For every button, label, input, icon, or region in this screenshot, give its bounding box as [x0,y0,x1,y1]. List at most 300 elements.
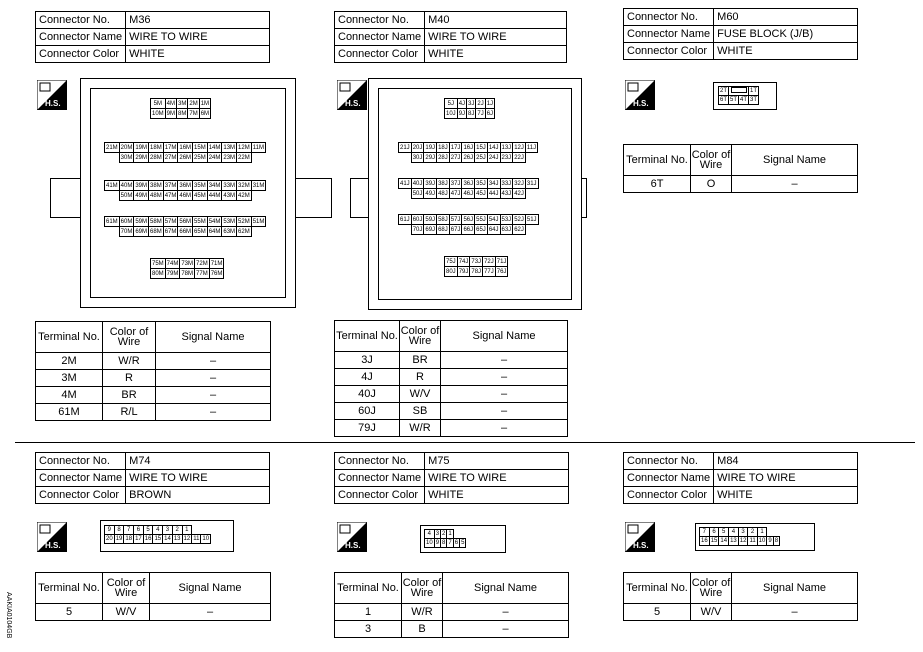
wire-color: W/V [691,604,732,621]
pin-cell: 20M [120,144,133,151]
pin-cell: 15 [710,538,718,544]
terminal-table-m84 [623,572,858,621]
pin-cell: 18M [150,144,162,151]
pin-cell: 61M [106,218,118,225]
harness-side-icon [37,522,67,552]
terminal-no: 40J [335,386,400,403]
pin-cell: 10M [152,110,164,117]
connector-name: FUSE BLOCK (J/B) [714,26,858,43]
pin-cell: 6 [134,526,144,535]
label-connector-name: Connector Name [624,470,714,487]
label-connector-no: Connector No. [36,453,126,470]
terminal-row [335,352,568,369]
pin-cell: 31M [252,182,265,189]
pin-cell: 33M [223,182,236,189]
pin-cell: 19J [425,144,436,151]
terminal-no: 3J [335,352,400,369]
terminal-row [624,604,858,621]
pin-cell: 80J [446,268,456,275]
pin-cell: 17J [450,144,461,151]
pin-grid [699,527,780,546]
pin-cell: 4 [729,528,739,537]
pin-grid-r12 [398,142,538,163]
wire-color: O [691,176,732,193]
header-terminal-no: Terminal No. [624,573,691,604]
header-color-of-wire: Color of Wire [691,145,732,176]
pin-cell: 64M [208,228,221,235]
pin-cell: 76M [210,270,223,277]
terminal-row [36,353,271,370]
pin-cell: 4T [740,97,748,103]
pin-cell: 11 [749,538,756,544]
pin-cell: 77M [196,270,208,277]
label-connector-no: Connector No. [624,453,714,470]
pin-cell: 43M [223,192,236,199]
pin-cell: 40M [120,182,133,189]
pin-cell: 62M [238,228,250,235]
pin-cell: 36M [179,182,192,189]
pin-cell: 56J [463,216,474,223]
pin-cell: 2 [172,526,182,535]
pin-cell: 4J [458,100,466,107]
hs-icon-graphic [37,80,67,110]
signal-name: – [156,370,271,387]
pin-cell: 5 [461,540,465,546]
connector-no: M84 [714,453,858,470]
pin-cell: 54M [208,218,221,225]
pin-grid [718,86,759,105]
hs-label: H.S. [633,99,649,108]
pin-cell: 16J [463,144,474,151]
pin-cell: 2 [748,528,757,537]
pin-cell: 15 [154,536,162,542]
hs-icon-graphic [625,80,655,110]
pin-cell: 61J [400,216,410,223]
header-terminal-no: Terminal No. [36,322,103,353]
pin-cell: 27J [450,154,461,161]
pin-cell: 70J [412,226,423,233]
pin-cell: 54J [488,216,499,223]
pin-cell: 14 [720,538,728,544]
pin-cell: 67J [450,226,461,233]
pin-cell: 78J [471,268,482,275]
pin-cell: 9 [105,526,115,535]
connector-face-m60 [713,82,777,110]
pin-cell: 7 [124,526,134,535]
pin-cell: 80M [152,270,164,277]
pin-grid-bottom [444,256,508,277]
connector-info-m40 [334,11,567,63]
connector-info-m75 [334,452,569,504]
terminal-no: 79J [335,420,400,437]
header-terminal-no: Terminal No. [335,321,400,352]
label-connector-color: Connector Color [36,487,126,504]
pin-cell: 8 [114,526,124,535]
pin-cell: 68M [150,228,162,235]
pin-cell: 49J [425,190,436,197]
pin-cell: 34J [488,180,499,187]
pin-cell: 46M [179,192,192,199]
pin-cell: 46J [463,190,474,197]
pin-cell: 17M [164,144,177,151]
hs-label: H.S. [45,541,61,550]
pin-cell: 71J [496,258,507,265]
pin-cell: 10 [426,540,433,546]
signal-name: – [441,403,568,420]
label-connector-color: Connector Color [624,43,714,60]
connector-info-m84 [623,452,858,504]
pin-cell: 44M [208,192,221,199]
header-color-of-wire: Color of Wire [103,322,156,353]
pin-cell: 57J [450,216,461,223]
connector-no: M75 [425,453,569,470]
pin-cell: 67M [164,228,177,235]
label-connector-color: Connector Color [335,487,425,504]
pin-cell: 38J [438,180,448,187]
pin-cell: 76J [496,268,507,275]
terminal-row [335,604,569,621]
connector-color: WHITE [126,46,270,63]
connector-name: WIRE TO WIRE [425,470,569,487]
pin-cell: 12 [739,538,747,544]
header-signal-name: Signal Name [732,573,858,604]
pin-cell: 79M [166,270,179,277]
pin-spacer [399,189,412,199]
pin-cell: 47J [450,190,461,197]
pin-cell: 3J [468,100,475,107]
section-divider [15,442,915,443]
pin-cell: 9 [768,538,772,544]
pin-cell: 3 [738,528,748,537]
connector-color: BROWN [126,487,270,504]
pin-cell: 2 [442,531,446,537]
terminal-table-m74 [35,572,271,621]
pin-cell: 7 [700,528,710,537]
pin-cell: 6T [720,97,728,103]
pin-cell: 9M [166,110,176,117]
connector-info-m60 [623,8,858,60]
pin-cell: 10 [758,538,766,544]
pin-cell: 62J [514,226,524,233]
pin-cell: 63M [223,228,236,235]
pin-cell: 1 [182,526,192,535]
pin-grid [424,529,466,548]
pin-cell: 11J [526,144,537,151]
pin-cell: 40J [412,180,423,187]
pin-cell: 22M [238,154,250,161]
pin-cell: 65M [194,228,206,235]
pin-cell: 16 [144,536,152,542]
pin-cell: 79J [458,268,469,275]
pin-cell: 71M [210,260,223,267]
pin-cell: 48J [438,190,448,197]
pin-cell: 13J [501,144,512,151]
header-terminal-no: Terminal No. [624,145,691,176]
pin-grid-top [444,98,495,119]
signal-name: – [441,386,568,403]
pin-cell: 7M [189,110,198,117]
header-color-of-wire: Color of Wire [400,321,441,352]
pin-cell: 66M [179,228,192,235]
terminal-row [36,604,271,621]
pin-cell: 17 [135,536,142,542]
pin-cell: 45M [194,192,206,199]
pin-cell: 33J [501,180,512,187]
pin-grid-top [150,98,211,119]
terminal-table-m60 [623,144,858,193]
pin-cell: 78M [181,270,194,277]
terminal-row [335,386,568,403]
pin-cell: 5J [445,99,458,109]
pin-cell: 8 [774,538,779,544]
pin-cell: 36J [463,180,474,187]
pin-cell: 72J [484,258,494,265]
pin-cell: 45J [476,190,486,197]
header-signal-name: Signal Name [443,573,569,604]
harness-side-icon [37,80,67,110]
pin-cell: 55J [476,216,486,223]
terminal-row [624,176,858,193]
pin-cell: 5 [143,526,153,535]
signal-name: – [441,420,568,437]
pin-cell: 56M [179,218,192,225]
hs-icon-graphic [625,522,655,552]
connector-no: M60 [714,9,858,26]
pin-cell: 51M [252,218,265,225]
terminal-no: 3 [335,621,402,638]
label-connector-no: Connector No. [335,12,425,29]
wire-color: BR [400,352,441,369]
pin-cell: 3M [178,100,187,107]
pin-cell: 64J [488,226,499,233]
pin-cell: 7 [448,540,452,546]
pin-cell: 26J [463,154,474,161]
signal-name: – [441,352,568,369]
pin-spacer [105,191,120,201]
wire-color: R [103,370,156,387]
pin-cell: 8M [178,110,187,117]
signal-name: – [732,604,858,621]
pin-cell: 30J [412,154,423,161]
pin-cell: 23M [223,154,236,161]
terminal-no: 60J [335,403,400,420]
pin-cell: 14M [208,144,221,151]
pin-cell: 52M [238,218,250,225]
pin-spacer [105,153,120,163]
wire-color: W/R [400,420,441,437]
harness-side-icon [337,522,367,552]
pin-cell: 1T [750,88,758,94]
pin-cell: 18J [438,144,448,151]
pin-cell: 27M [164,154,177,161]
label-connector-no: Connector No. [624,9,714,26]
harness-side-icon [625,522,655,552]
pin-cell: 74M [166,260,179,267]
terminal-row [335,420,568,437]
pin-cell: 50J [412,190,423,197]
pin-cell: 6J [486,110,494,117]
connector-color: WHITE [714,487,858,504]
pin-cell: 49M [135,192,148,199]
pin-cell: 60M [120,218,133,225]
pin-cell: 70M [120,228,133,235]
pin-cell: 24M [208,154,221,161]
pin-spacer [399,153,412,163]
connector-info-m74 [35,452,270,504]
pin-grid-r56 [398,214,539,235]
pin-cell: 29M [135,154,148,161]
terminal-no: 5 [624,604,691,621]
harness-side-icon [625,80,655,110]
pin-cell: 10 [202,536,210,542]
signal-name: – [150,604,271,621]
signal-name: – [443,621,569,638]
signal-name: – [156,404,271,421]
connector-color: WHITE [714,43,858,60]
pin-grid-r56 [104,216,266,237]
pin-cell: 12J [514,144,524,151]
pin-cell: 39M [135,182,148,189]
terminal-no: 1 [335,604,402,621]
pin-cell: 24J [488,154,499,161]
pin-cell: 39J [425,180,436,187]
terminal-no: 4M [36,387,103,404]
pin-cell: 58J [438,216,448,223]
connector-tab-right [290,178,332,218]
pin-cell: 68J [438,226,448,233]
label-connector-no: Connector No. [335,453,425,470]
wire-color: W/R [402,604,443,621]
pin-cell: 38M [150,182,162,189]
connector-info-m36 [35,11,270,63]
hs-icon-graphic [337,522,367,552]
terminal-table-m40 [334,320,568,437]
hs-label: H.S. [345,541,361,550]
terminal-no: 4J [335,369,400,386]
terminal-row [36,387,271,404]
pin-cell: 20J [412,144,423,151]
pin-cell: 43J [501,190,512,197]
connector-no: M36 [126,12,270,29]
pin-cell: 16 [701,538,708,544]
wire-color: R/L [103,404,156,421]
pin-cell: 1M [200,100,210,107]
signal-name: – [156,353,271,370]
connector-name: WIRE TO WIRE [714,470,858,487]
pin-cell: 14J [488,144,499,151]
label-connector-no: Connector No. [36,12,126,29]
terminal-table-m75 [334,572,569,638]
pin-cell: 22J [514,154,524,161]
header-signal-name: Signal Name [441,321,568,352]
signal-name: – [732,176,858,193]
pin-cell: 2J [477,100,484,107]
pin-cell: 34M [208,182,221,189]
pin-cell: 2M [189,100,198,107]
pin-cell: 65J [476,226,486,233]
pin-cell: 9J [458,110,466,117]
wire-color: B [402,621,443,638]
pin-cell: 1J [486,100,494,107]
pin-cell: 13 [173,536,181,542]
pin-cell: 28M [150,154,162,161]
pin-cell: 47M [164,192,177,199]
pin-cell: 10J [446,110,456,117]
pin-cell: 41M [106,182,118,189]
pin-cell: 1 [757,528,767,537]
pin-cell: 21M [106,144,118,151]
label-connector-name: Connector Name [335,29,425,46]
pin-cell: 26M [179,154,192,161]
hs-label: H.S. [633,541,649,550]
document-code: AAKIA0104GB [5,592,12,639]
pin-cell: 19M [135,144,148,151]
pin-cell: 69M [135,228,148,235]
pin-cell: 37M [164,182,177,189]
header-color-of-wire: Color of Wire [402,573,443,604]
pin-cell: 75J [446,258,456,265]
header-terminal-no: Terminal No. [36,573,103,604]
terminal-table-m36 [35,321,271,421]
pin-cell: 58M [150,218,162,225]
signal-name: – [441,369,568,386]
wire-color: SB [400,403,441,420]
pin-cell: 50M [120,192,133,199]
pin-cell: 30M [120,154,133,161]
pin-cell: 5M [151,99,166,109]
terminal-row [36,370,271,387]
connector-name: WIRE TO WIRE [425,29,567,46]
pin-cell: 3T [750,97,758,103]
pin-cell: 12M [238,144,250,151]
pin-cell: 8J [468,110,475,117]
connector-no: M74 [126,453,270,470]
terminal-row [335,369,568,386]
terminal-no: 3M [36,370,103,387]
pin-cell: 55M [194,218,206,225]
pin-spacer [105,227,120,237]
pin-cell: 1 [448,531,452,537]
pin-cell: 77J [484,268,494,275]
signal-name: – [156,387,271,404]
pin-cell: 14 [164,536,171,542]
header-signal-name: Signal Name [156,322,271,353]
pin-cell: 11M [252,144,264,151]
pin-cell: 5T [730,97,738,103]
pin-cell: 28J [438,154,448,161]
hs-label: H.S. [345,99,361,108]
terminal-row [335,403,568,420]
label-connector-color: Connector Color [335,46,425,63]
header-color-of-wire: Color of Wire [691,573,732,604]
pin-cell: 69J [425,226,436,233]
label-connector-name: Connector Name [36,470,126,487]
pin-cell: 16M [179,144,192,151]
pin-cell: 32M [238,182,250,189]
wire-color: W/R [103,353,156,370]
pin-cell: 29J [425,154,436,161]
pin-cell: 74J [458,258,469,265]
label-connector-color: Connector Color [36,46,126,63]
pin-spacer [399,225,412,235]
pin-cell: 13M [223,144,236,151]
label-connector-name: Connector Name [624,26,714,43]
pin-cell: 32J [514,180,524,187]
pin-cell: 42M [238,192,250,199]
pin-grid [104,525,211,544]
pin-cell: 53J [501,216,512,223]
pin-cell: 13 [730,538,737,544]
